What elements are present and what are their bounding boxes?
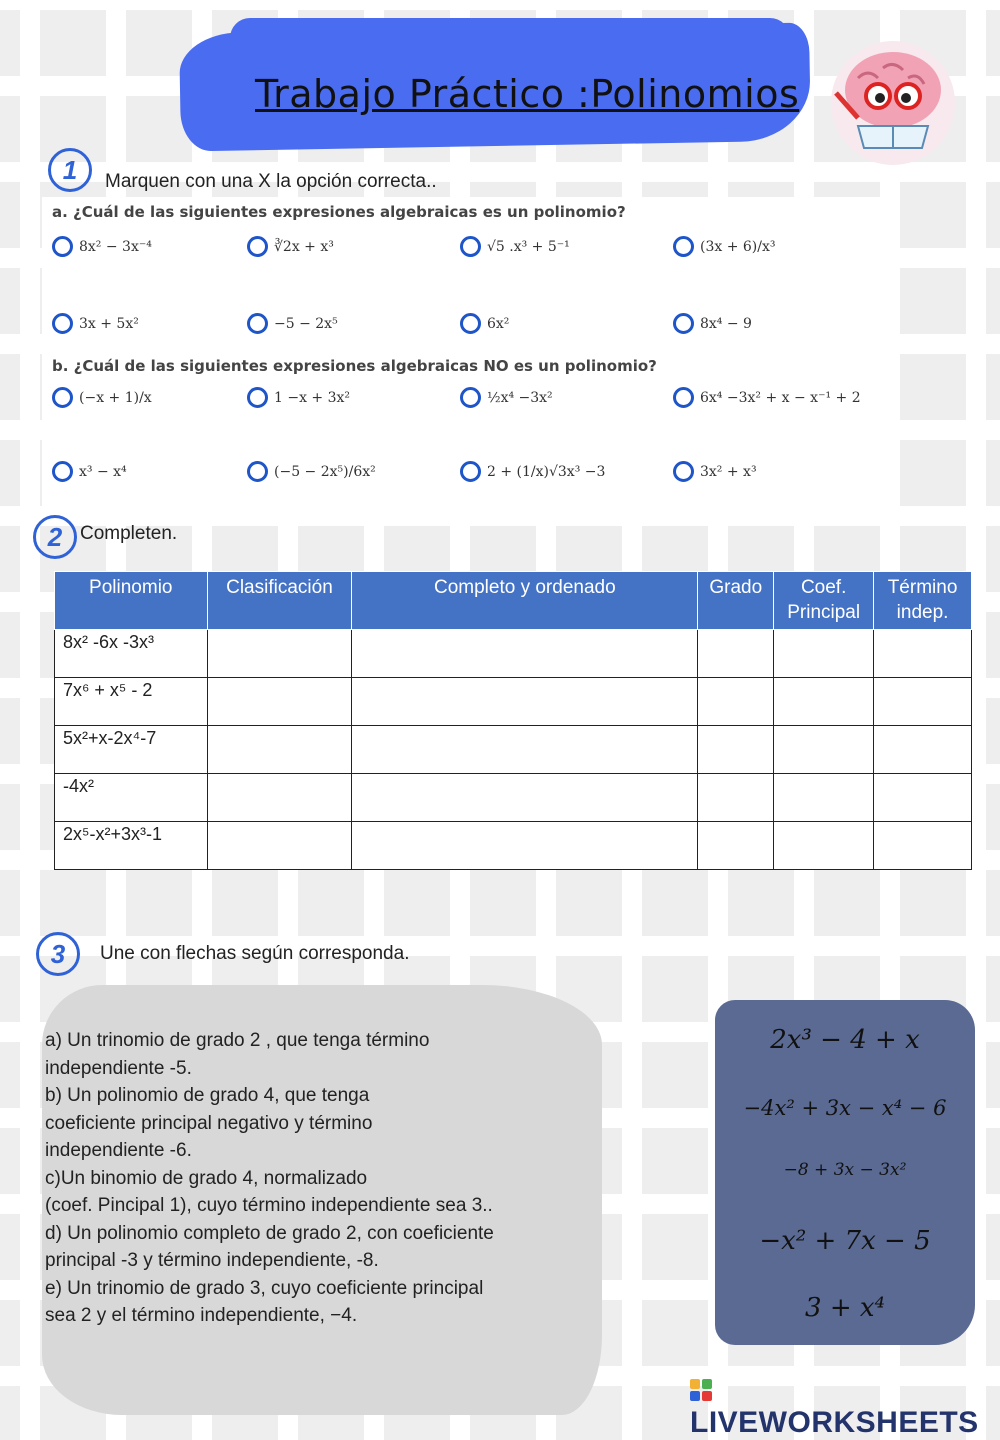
option-b-3[interactable]: ½x⁴ −3x² xyxy=(460,387,553,408)
statement-item: a) Un trinomio de grado 2 , que tenga término independiente -5. xyxy=(45,1030,430,1079)
header-clasificacion: Clasificación xyxy=(207,572,352,630)
header-grado: Grado xyxy=(698,572,774,630)
answer-cell[interactable] xyxy=(207,678,352,726)
header-termino: Término indep. xyxy=(874,572,972,630)
answer-cell[interactable] xyxy=(774,630,874,678)
radio-icon[interactable] xyxy=(52,387,73,408)
expression-item[interactable]: 3 + x⁴ xyxy=(805,1293,885,1323)
section-2-number: 2 xyxy=(33,515,77,559)
answer-cell[interactable] xyxy=(874,630,972,678)
table-row xyxy=(55,726,972,774)
answer-cell[interactable] xyxy=(774,822,874,870)
option-a-3[interactable]: √5 .x³ + 5⁻¹ xyxy=(460,236,570,257)
table-row xyxy=(55,678,972,726)
radio-icon[interactable] xyxy=(247,387,268,408)
expression-item[interactable]: −x² + 7x − 5 xyxy=(759,1226,931,1256)
answer-cell[interactable] xyxy=(352,774,698,822)
option-b-8[interactable]: 3x² + x³ xyxy=(673,461,757,482)
answer-cell[interactable] xyxy=(352,726,698,774)
answer-cell[interactable] xyxy=(874,774,972,822)
answer-cell[interactable] xyxy=(698,726,774,774)
option-a-7[interactable]: 6x² xyxy=(460,313,509,334)
answer-cell[interactable] xyxy=(698,822,774,870)
option-b-7[interactable]: 2 + (1/x)√3x³ −3 xyxy=(460,461,605,482)
answer-cell[interactable] xyxy=(352,822,698,870)
answer-cell[interactable] xyxy=(698,774,774,822)
answer-cell[interactable] xyxy=(352,678,698,726)
radio-icon[interactable] xyxy=(247,236,268,257)
answer-cell[interactable] xyxy=(207,774,352,822)
table-row xyxy=(55,774,972,822)
radio-icon[interactable] xyxy=(460,313,481,334)
section-1-instruction: Marquen con una X la opción correcta.. xyxy=(105,171,437,192)
radio-icon[interactable] xyxy=(673,461,694,482)
radio-icon[interactable] xyxy=(460,387,481,408)
radio-icon[interactable] xyxy=(673,387,694,408)
answer-cell[interactable] xyxy=(874,822,972,870)
option-a-2[interactable]: ∛2x + x³ xyxy=(247,236,334,257)
option-a-8[interactable]: 8x⁴ − 9 xyxy=(673,313,752,334)
answer-cell[interactable] xyxy=(874,726,972,774)
header-completo: Completo y ordenado xyxy=(352,572,698,630)
radio-icon[interactable] xyxy=(460,461,481,482)
option-b-6[interactable]: (−5 − 2x⁵)/6x² xyxy=(247,461,376,482)
option-b-5[interactable]: x³ − x⁴ xyxy=(52,461,127,482)
option-a-6[interactable]: −5 − 2x⁵ xyxy=(247,313,338,334)
radio-icon[interactable] xyxy=(673,236,694,257)
expression-item[interactable]: −4x² + 3x − x⁴ − 6 xyxy=(743,1096,947,1120)
table-row xyxy=(55,630,972,678)
section-1-number: 1 xyxy=(48,148,92,192)
statement-item: b) Un polinomio de grado 4, que tenga coeficiente principal negativo y término independiente -6. xyxy=(45,1085,373,1161)
option-b-1[interactable]: (−x + 1)/x xyxy=(52,387,152,408)
section-3-instruction: Une con flechas según corresponda. xyxy=(100,943,410,964)
option-b-2[interactable]: 1 −x + 3x² xyxy=(247,387,350,408)
polynomial-table xyxy=(54,571,972,870)
title-highlight-top xyxy=(230,18,790,58)
liveworksheets-logo: LIVEWORKSHEETS xyxy=(690,1372,1000,1440)
radio-icon[interactable] xyxy=(52,461,73,482)
section-2-instruction: Completen. xyxy=(80,523,178,544)
table-row xyxy=(55,822,972,870)
polynomial-cell: 2x⁵-x²+3x³-1 xyxy=(55,822,208,870)
expression-item[interactable]: 2x³ − 4 + x xyxy=(770,1025,920,1055)
answer-cell[interactable] xyxy=(207,822,352,870)
answer-cell[interactable] xyxy=(698,630,774,678)
option-a-4[interactable]: (3x + 6)/x³ xyxy=(673,236,776,257)
radio-icon[interactable] xyxy=(247,313,268,334)
polynomial-cell: -4x² xyxy=(55,774,208,822)
header-coef: Coef. Principal xyxy=(774,572,874,630)
answer-cell[interactable] xyxy=(774,678,874,726)
statement-item: c)Un binomio de grado 4, normalizado (coef. Pincipal 1), cuyo término independiente sea 3.. xyxy=(45,1167,493,1216)
brain-mascot-icon xyxy=(828,38,958,168)
answer-cell[interactable] xyxy=(207,726,352,774)
question-b-label: b. ¿Cuál de las siguientes expresiones algebraicas NO es un polinomio? xyxy=(52,357,657,375)
statement-item: d) Un polinomio completo de grado 2, con coeficiente principal -3 y término independiente, -8. xyxy=(45,1222,494,1271)
polynomial-cell: 8x² -6x -3x³ xyxy=(55,630,208,678)
option-a-1[interactable]: 8x² − 3x⁻⁴ xyxy=(52,236,152,257)
radio-icon[interactable] xyxy=(52,313,73,334)
polynomial-cell: 7x⁶ + x⁵ - 2 xyxy=(55,678,208,726)
answer-cell[interactable] xyxy=(698,678,774,726)
question-a-label: a. ¿Cuál de las siguientes expresiones algebraicas es un polinomio? xyxy=(52,203,626,221)
expression-item[interactable]: −8 + 3x − 3x² xyxy=(783,1160,907,1180)
table-header-row xyxy=(55,572,972,630)
radio-icon[interactable] xyxy=(247,461,268,482)
answer-cell[interactable] xyxy=(774,774,874,822)
section-3-number: 3 xyxy=(36,932,80,976)
answer-cell[interactable] xyxy=(207,630,352,678)
statement-item: e) Un trinomio de grado 3, cuyo coeficiente principal sea 2 y el término independiente, −4. xyxy=(45,1277,484,1326)
option-a-5[interactable]: 3x + 5x² xyxy=(52,313,139,334)
polynomial-cell: 5x²+x-2x⁴-7 xyxy=(55,726,208,774)
option-b-4[interactable]: 6x⁴ −3x² + x − x⁻¹ + 2 xyxy=(673,387,861,408)
logo-icon xyxy=(690,1379,712,1401)
radio-icon[interactable] xyxy=(460,236,481,257)
answer-cell[interactable] xyxy=(352,630,698,678)
statement-list xyxy=(45,1027,605,1330)
header-polinomio: Polinomio xyxy=(55,572,208,630)
radio-icon[interactable] xyxy=(673,313,694,334)
radio-icon[interactable] xyxy=(52,236,73,257)
answer-cell[interactable] xyxy=(874,678,972,726)
page-title: Trabajo Práctico :Polinomios xyxy=(255,72,800,116)
answer-cell[interactable] xyxy=(774,726,874,774)
